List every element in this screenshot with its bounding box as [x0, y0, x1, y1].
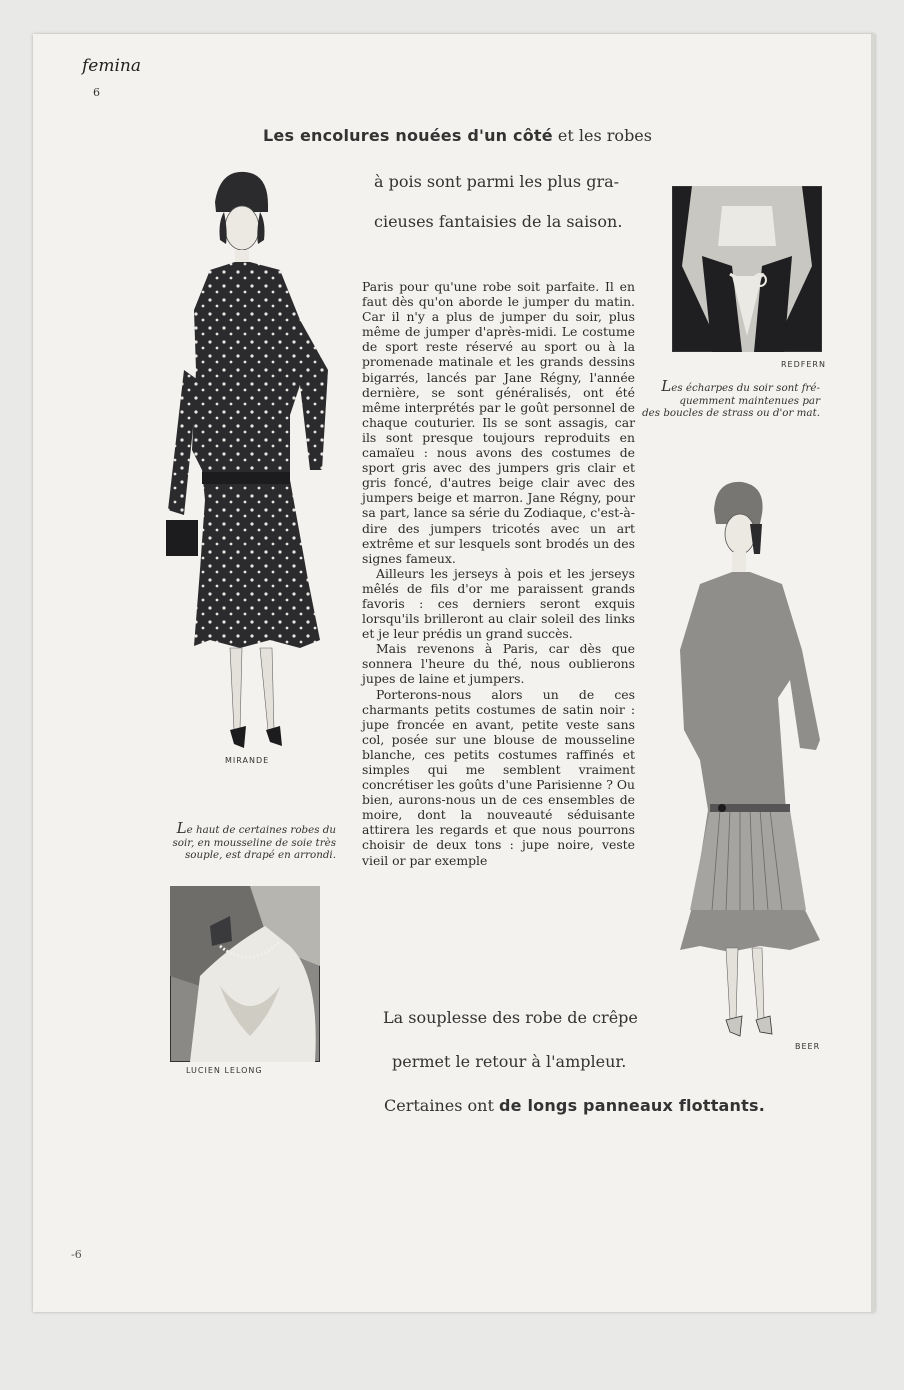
redfern-credit: REDFERN [781, 360, 826, 369]
headline-line-2: à pois sont parmi les plus gra- [374, 172, 620, 191]
footer-line-3 [384, 1096, 765, 1115]
mirande-credit: MIRANDE [225, 756, 270, 765]
drop-cap: L [176, 819, 187, 837]
masthead: femina [82, 56, 141, 76]
caption-line: souple, est drapé en arrondi. [184, 849, 336, 861]
redfern-illustration [672, 186, 822, 352]
caption-line: quemment maintenues par [679, 394, 820, 407]
caption-line: es écharpes du soir sont fré- [671, 382, 820, 394]
footer-plain: Certaines ont [384, 1096, 499, 1115]
redfern-caption [640, 377, 820, 420]
page-edge [871, 34, 875, 1312]
mirande-illustration [150, 170, 350, 770]
page-mark: -6 [71, 1248, 82, 1261]
lelong-illustration [170, 886, 320, 1062]
paragraph: Paris pour qu'une robe soit parfaite. Il en faut dès qu'on aborde le jumper du matin. Car il n'y a plus de jumper du soir, plus même de jumper d'après-midi. Le costume de sport reste réservé au sport ou à la promenade matinale et les grands dessins bigarrés, lancés par Jane Régny, l'année dernière, se sont généralisés, ont été même interprétés par le goût personnel de chaque couturier. Ils se sont assagis, car ils sont presque toujours reproduits en camaïeu : nous avons des costumes de sport gris avec des jumpers gris clair et gris foncé, d'autres beige clair avec des jumpers beige et marron. Jane Régny, pour sa part, lance sa série du Zodiaque, c'est-à-dire des jumpers tricotés avec un art extrême et sur lesquels sont brodés un des signes fameux. [362, 279, 635, 566]
paragraph: Ailleurs les jerseys à pois et les jerseys mêlés de fils d'or me paraissent grands favoris : ces derniers seront exquis lorsqu'ils brilleront au clair soleil des links et je leur prédis un grand succès. [362, 565, 635, 642]
page-number: 6 [93, 86, 100, 99]
paragraph: Mais revenons à Paris, car dès que sonnera l'heure du thé, nous oublierons jupes de laine et jumpers. [362, 641, 635, 687]
paragraph: Porterons-nous alors un de ces charmants petits costumes de satin noir : jupe froncée en avant, petite veste sans col, posée sur une blouse de mousseline blanche, ces petits costumes raffinés et simples qui me semblent vraiment concrétiser les goûts d'une Parisienne ? Ou bien, aurons-nous un de ces ensembles de moire, dont la nouveauté séduisante attirera les regards et que nous pourrons choisir de deux tons : jupe noire, veste vieil or par exemple [362, 686, 635, 868]
article-body [362, 279, 635, 868]
beer-credit: BEER [795, 1042, 821, 1051]
footer-line-2: permet le retour à l'ampleur. [392, 1052, 627, 1071]
headline-line-1 [263, 126, 652, 145]
drop-cap: L [661, 377, 672, 395]
headline-bold: Les encolures nouées d'un côté [263, 126, 553, 145]
caption-line: e haut de certaines robes du [186, 824, 336, 836]
headline-rest: et les robes [552, 126, 652, 145]
footer-bold: de longs panneaux flottants. [498, 1096, 765, 1115]
caption-line: des boucles de strass ou d'or mat. [642, 407, 820, 419]
footer-line-1: La souplesse des robe de crêpe [383, 1008, 638, 1027]
beer-illustration [650, 480, 840, 1040]
lelong-credit: LUCIEN LELONG [186, 1066, 263, 1075]
headline-line-3: cieuses fantaisies de la saison. [374, 212, 623, 231]
caption-line: soir, en mousseline de soie très [172, 836, 336, 849]
mirande-caption [166, 819, 336, 862]
